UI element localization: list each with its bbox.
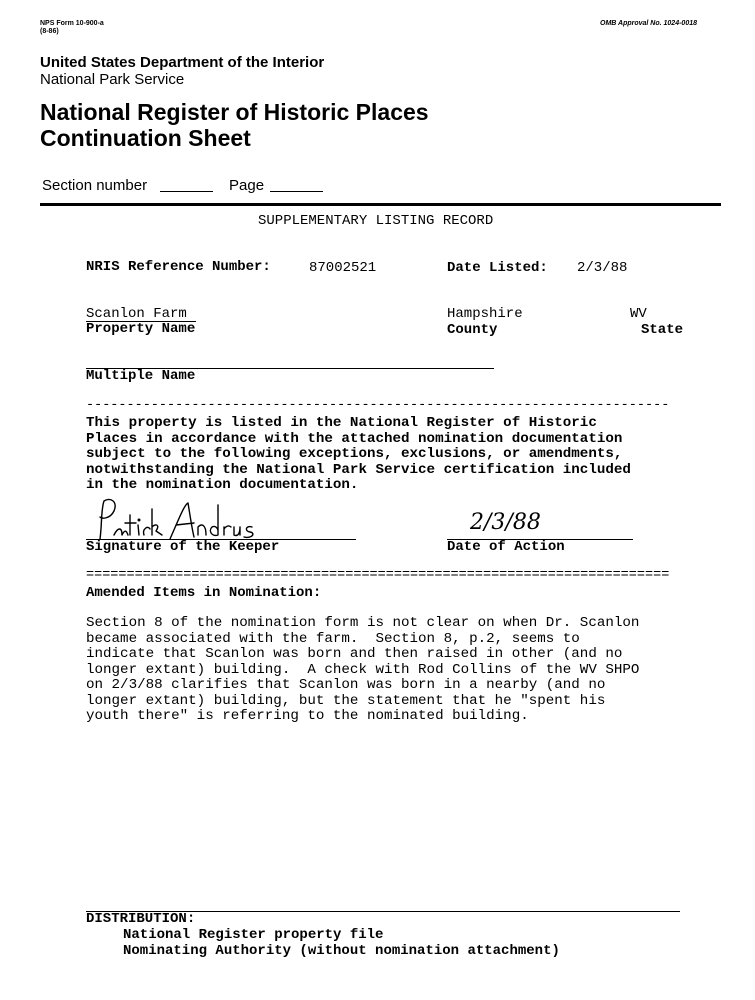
double-divider: ========================================================================: [86, 568, 670, 583]
page-label: Page: [229, 177, 265, 194]
header-divider: [40, 203, 721, 206]
department-name: United States Department of the Interior: [40, 54, 325, 71]
amended-line: longer extant) building, but the statement that he "spent his: [86, 692, 606, 709]
nris-label: NRIS Reference Number:: [86, 259, 271, 275]
record-heading: SUPPLEMENTARY LISTING RECORD: [258, 213, 494, 229]
listing-statement: [86, 416, 631, 494]
state-label: State: [641, 322, 684, 338]
statement-line: notwithstanding the National Park Service certification included: [86, 461, 631, 478]
distribution-item: National Register property file: [123, 927, 384, 943]
property-name-label: Property Name: [86, 321, 196, 337]
county-value: Hampshire: [447, 306, 523, 322]
signature-text: Patrick Andrus: [92, 495, 98, 496]
date-listed-value: 2/3/88: [577, 260, 628, 276]
dashed-divider: ------------------------------------------------------------------------: [86, 398, 670, 413]
amended-line: on 2/3/88 clarifies that Scanlon was born in a nearby (and no: [86, 677, 606, 693]
amended-line: indicate that Scanlon was born and then raised in other (and no: [86, 646, 623, 662]
agency-name: National Park Service: [40, 71, 185, 88]
form-title: National Register of Historic Places: [40, 99, 429, 125]
date-of-action-handwritten: 2/3/88: [470, 510, 541, 535]
section-number-label: Section number: [42, 177, 148, 194]
amended-line: became associated with the farm. Section 8, p.2, seems to: [86, 630, 580, 647]
signature-label: Signature of the Keeper: [86, 539, 280, 555]
section-number-blank: [160, 191, 213, 192]
amended-items-label: Amended Items in Nomination:: [86, 585, 322, 601]
form-number: NPS Form 10-900-a (8-86): [40, 20, 104, 35]
distribution-label: DISTRIBUTION:: [86, 911, 196, 927]
date-of-action-label: Date of Action: [447, 539, 565, 555]
amended-line: Section 8 of the nomination form is not clear on when Dr. Scanlon: [86, 615, 640, 631]
statement-line: Places in accordance with the attached nomination documentation: [86, 430, 623, 447]
amended-items-text: [86, 616, 639, 725]
date-listed-label: Date Listed:: [447, 260, 548, 276]
form-subtitle: Continuation Sheet: [40, 125, 251, 151]
amended-line: longer extant) building. A check with Rod Collins of the WV SHPO: [86, 661, 640, 678]
omb-approval-number: OMB Approval No. 1024-0018: [600, 20, 697, 27]
nris-value: 87002521: [309, 260, 377, 276]
distribution-item: Nominating Authority (without nomination attachment): [123, 943, 560, 959]
property-name-value: Scanlon Farm: [86, 306, 187, 322]
statement-line: in the nomination documentation.: [86, 477, 359, 493]
amended-line: youth there" is referring to the nominated building.: [86, 708, 529, 724]
county-label: County: [447, 322, 498, 338]
page-blank: [270, 191, 323, 192]
statement-line: This property is listed in the National Register of Historic: [86, 415, 597, 431]
state-value: WV: [630, 306, 647, 322]
statement-line: subject to the following exceptions, exclusions, or amendments,: [86, 446, 623, 462]
keeper-signature: [92, 495, 272, 545]
multiple-name-label: Multiple Name: [86, 368, 196, 384]
